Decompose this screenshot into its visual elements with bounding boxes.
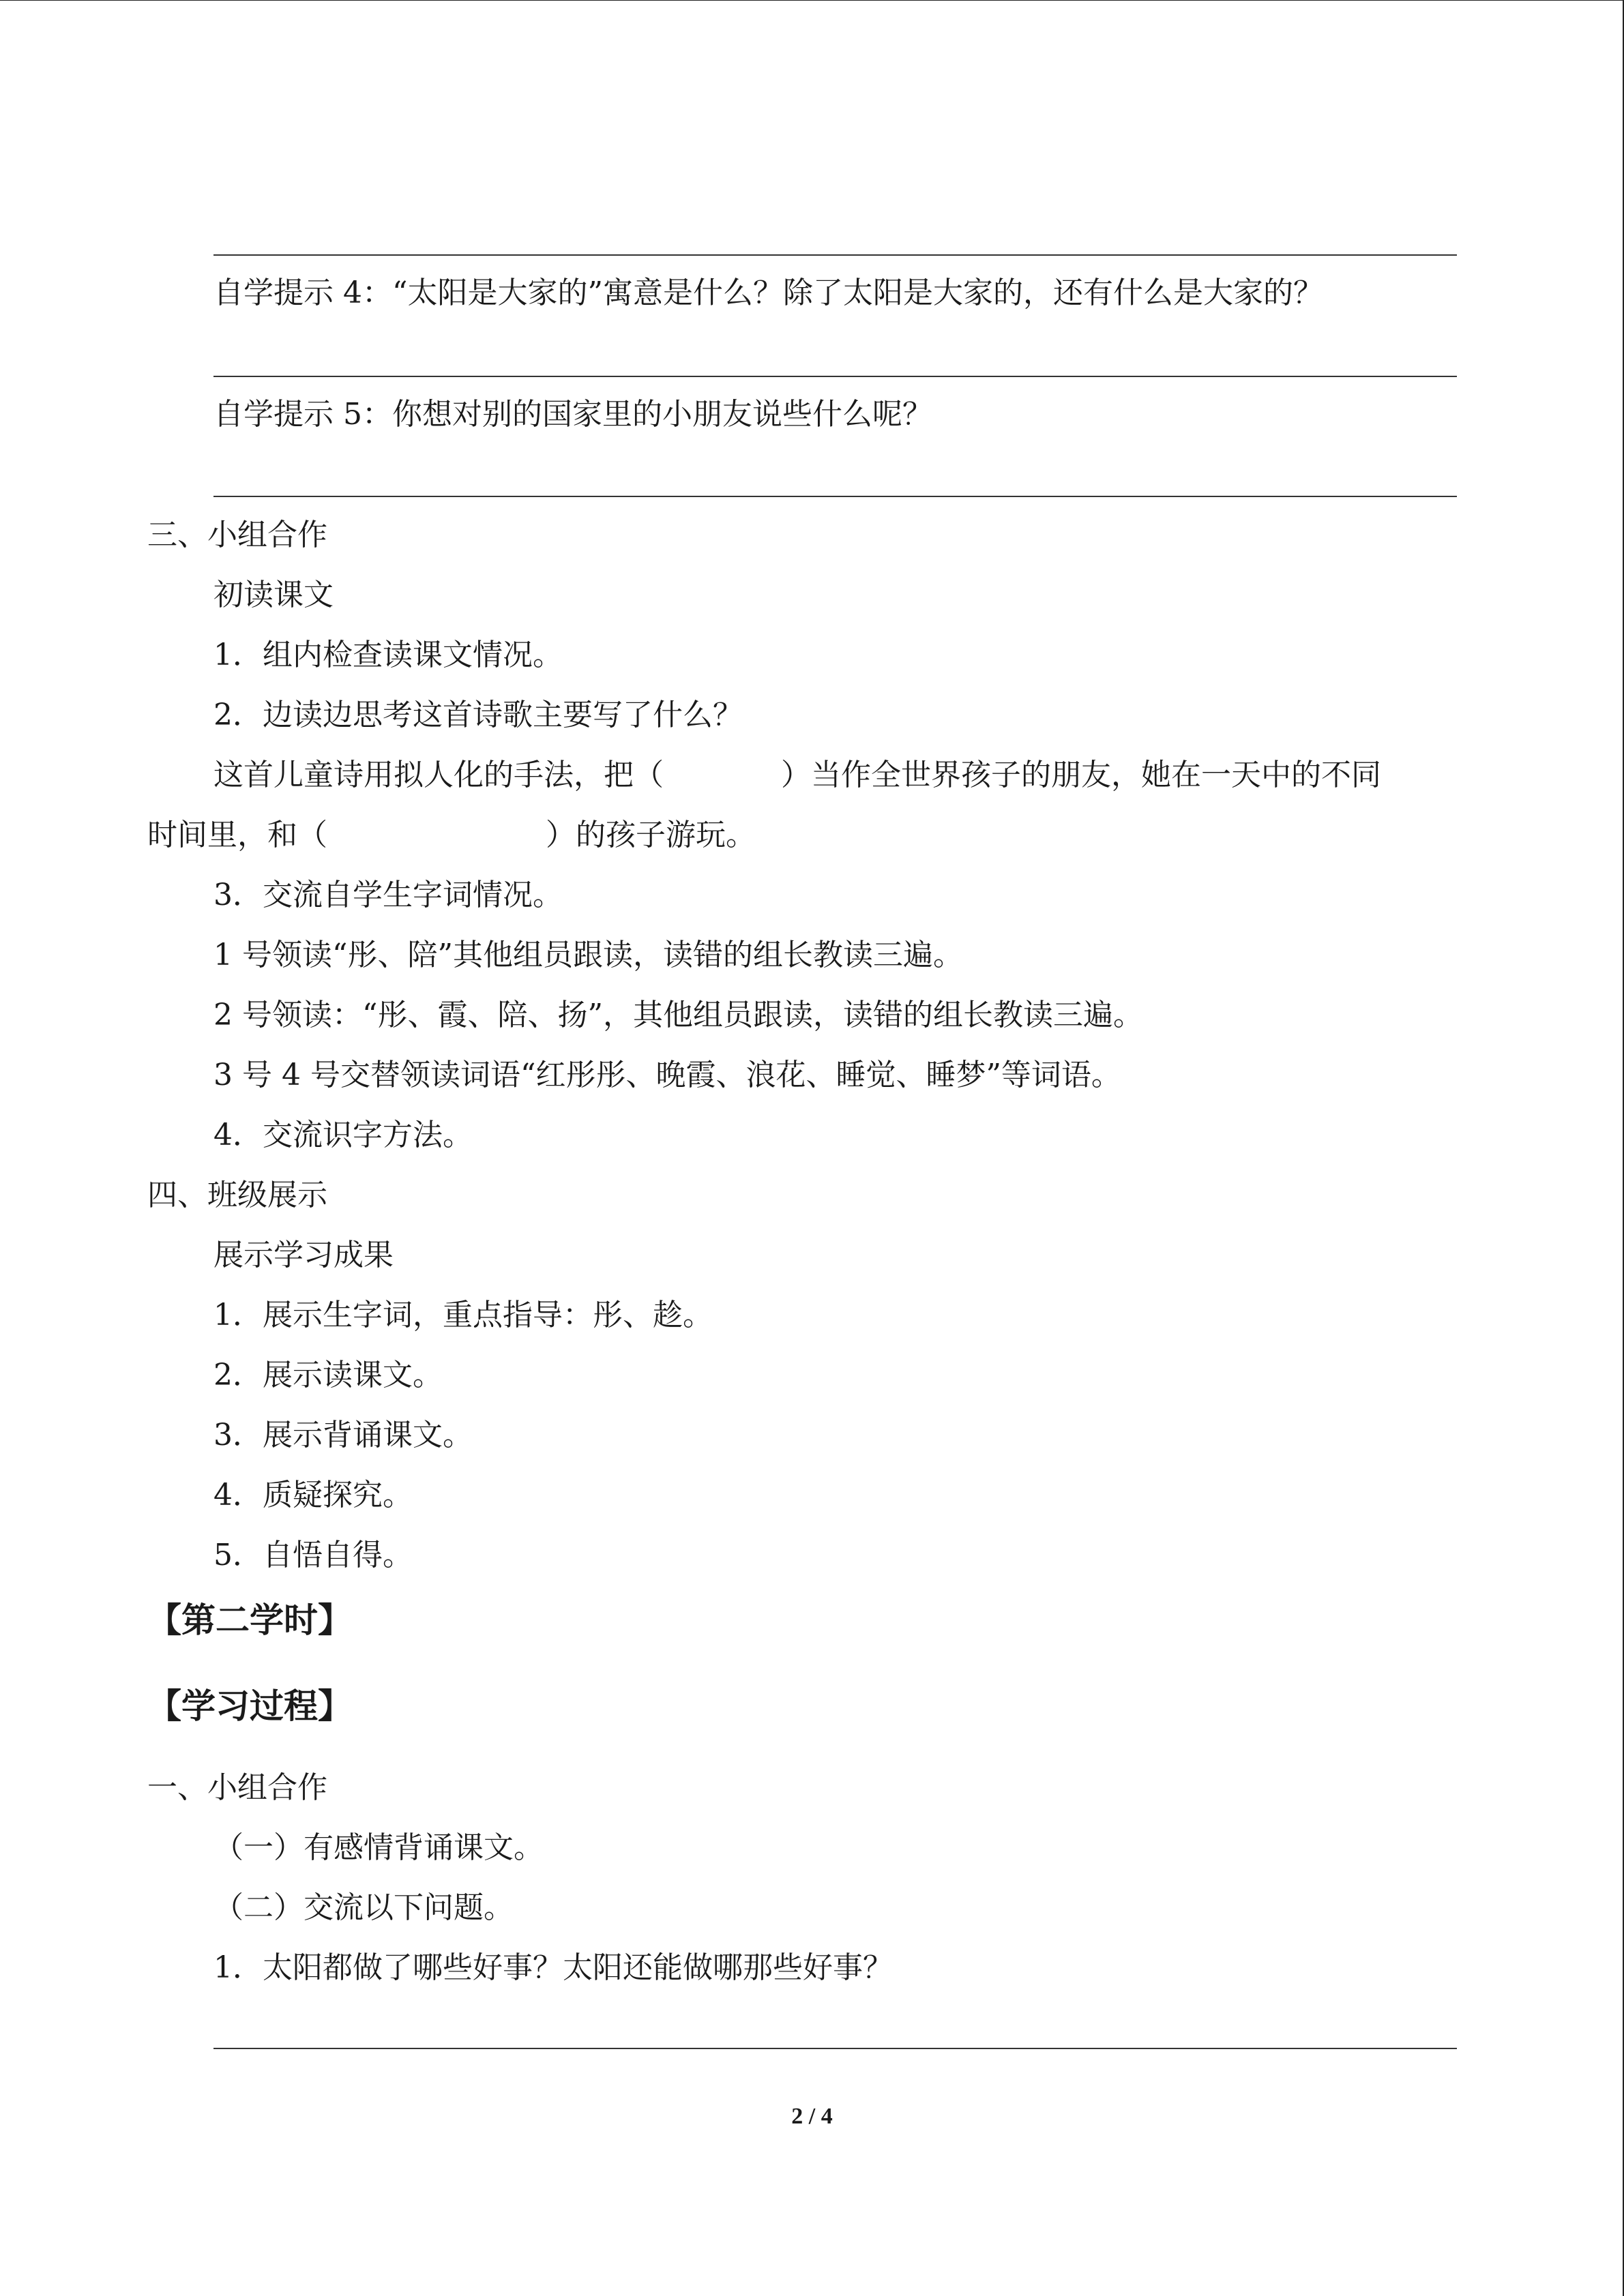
fill-text: 这首儿童诗用拟人化的手法，把（ — [213, 758, 664, 792]
list-item: 2．展示读课文。 — [213, 1358, 443, 1392]
list-item: 3．交流自学生字词情况。 — [213, 878, 563, 912]
page-number: 2 / 4 — [791, 2104, 833, 2129]
answer-line — [213, 254, 1457, 256]
process-heading: 【学习过程】 — [147, 1686, 352, 1726]
section-3-title: 三、小组合作 — [147, 518, 327, 552]
fill-in-line-1 — [213, 755, 1381, 796]
fill-text: 时间里，和（ — [147, 818, 327, 852]
answer-line — [213, 496, 1457, 497]
list-item: 2 号领读：“彤、霞、陪、扬”，其他组员跟读，读错的组长教读三遍。 — [213, 998, 1143, 1032]
list-item: 4．质疑探究。 — [213, 1478, 413, 1512]
page-top-border — [0, 0, 1623, 1]
list-item: （二）交流以下问题。 — [213, 1890, 514, 1925]
list-item: （一）有感情背诵课文。 — [213, 1830, 544, 1865]
fill-text: ）当作全世界孩子的朋友，她在一天中的不同 — [781, 758, 1381, 792]
answer-line — [213, 376, 1457, 377]
section-4-subtitle: 展示学习成果 — [213, 1238, 394, 1272]
list-item: 1．太阳都做了哪些好事？太阳还能做哪那些好事？ — [213, 1950, 893, 1985]
fill-in-line-2 — [147, 815, 756, 856]
list-item: 5．自悟自得。 — [213, 1538, 413, 1572]
lesson-2-heading: 【第二学时】 — [147, 1600, 352, 1640]
list-item: 4．交流识字方法。 — [213, 1118, 473, 1152]
hint-5: 自学提示 5：你想对别的国家里的小朋友说些什么呢？ — [213, 397, 932, 432]
fill-text: ）的孩子游玩。 — [546, 818, 756, 852]
list-item: 3 号 4 号交替领读词语“红彤彤、晚霞、浪花、睡觉、睡梦”等词语。 — [213, 1058, 1121, 1092]
hint-4: 自学提示 4：“太阳是大家的”寓意是什么？除了太阳是大家的，还有什么是大家的？ — [213, 275, 1323, 310]
list-item: 3．展示背诵课文。 — [213, 1418, 473, 1452]
list-item: 1．组内检查读课文情况。 — [213, 638, 563, 672]
section-1-title: 一、小组合作 — [147, 1770, 327, 1805]
section-3-subtitle: 初读课文 — [213, 578, 334, 612]
list-item: 1 号领读“彤、陪”其他组员跟读，读错的组长教读三遍。 — [213, 938, 963, 972]
list-item: 1．展示生字词，重点指导：彤、趁。 — [213, 1298, 713, 1332]
answer-line — [213, 2048, 1457, 2049]
list-item: 2．边读边思考这首诗歌主要写了什么？ — [213, 698, 743, 732]
section-4-title: 四、班级展示 — [147, 1178, 327, 1212]
